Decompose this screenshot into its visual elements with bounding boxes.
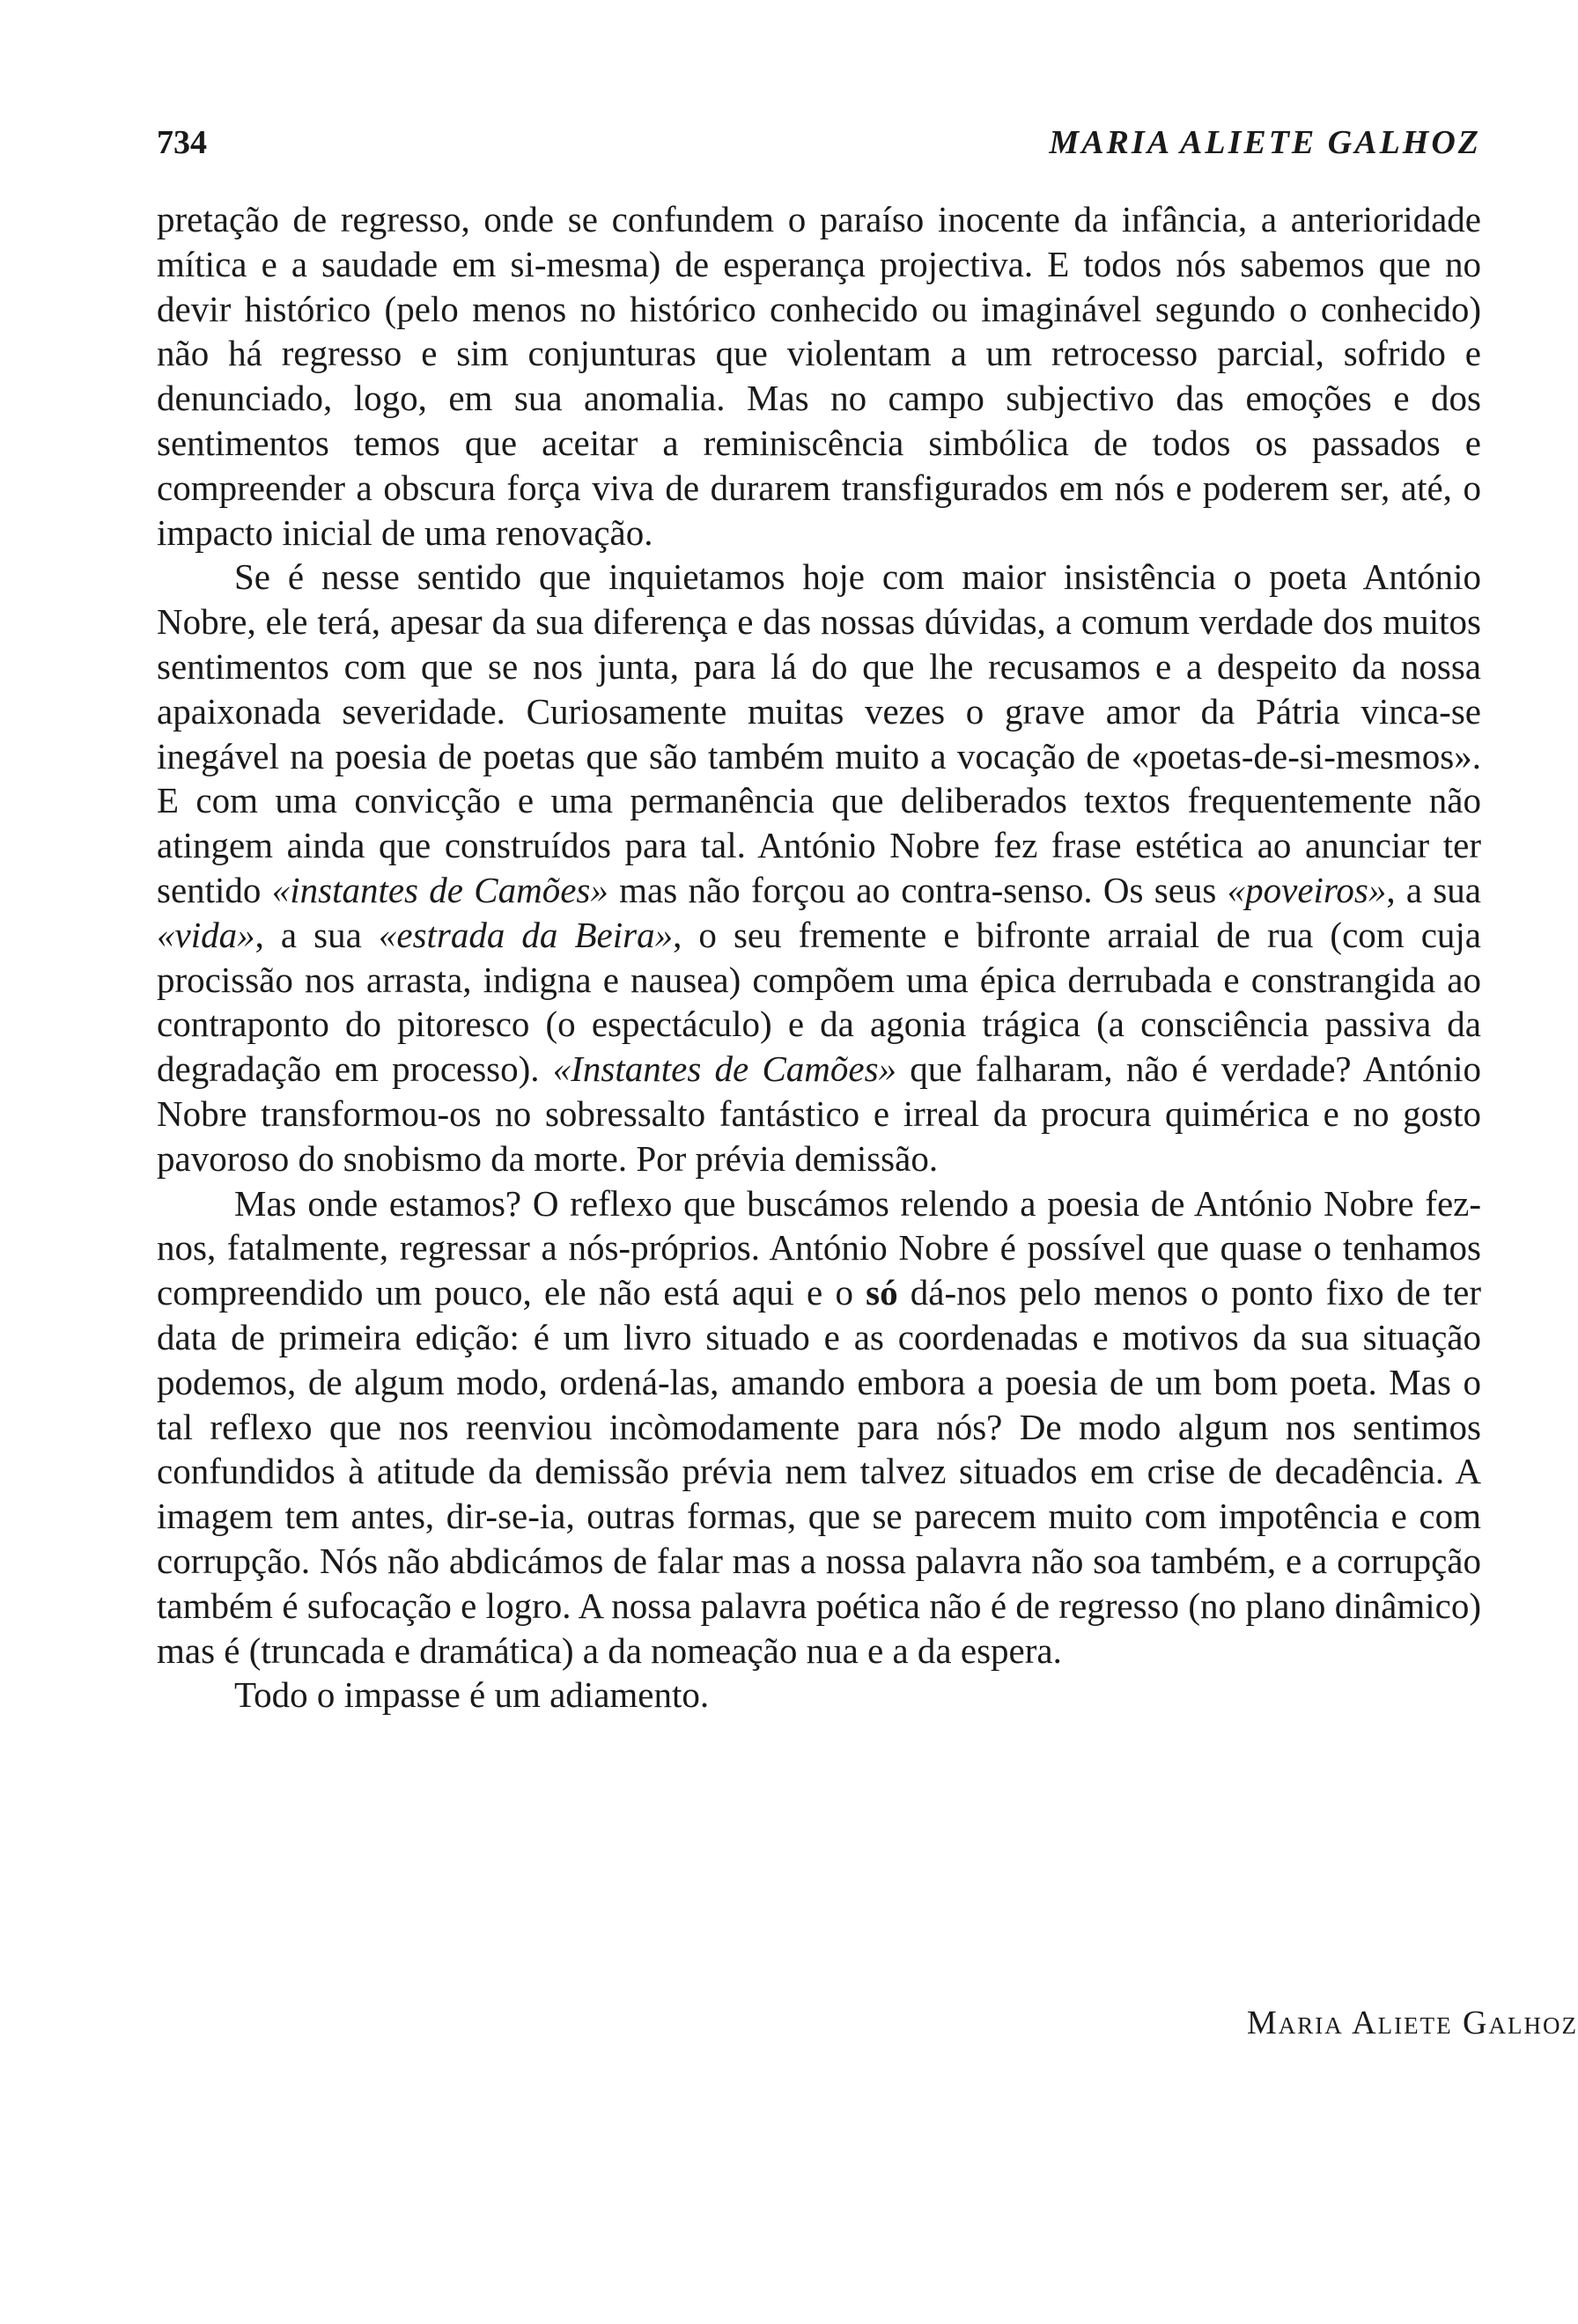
text-run: dá-nos pelo menos o ponto fixo de ter data de primeira edição: é um livro situado e as coordenadas e motivos da sua situação podemos, de algum modo, ordená-las, amando embora a poesia de um bom poeta. Mas o tal reflexo que nos reenviou incòmodamente para nós? De modo algum nos sentimos confundidos à atitude da demissão prévia nem talvez situados em crise de decadência. A imagem tem antes, dir-se-ia, outras formas, que se parecem muito com impotência e com corrupção. Nós não abdicámos de falar mas a nossa palavra não soa também, e a corrupção também é sufocação e logro. A nossa palavra poética não é de regresso (no plano dinâmico) mas é (truncada e dramática) a da nomeação nua e a da espera.: [157, 1272, 1481, 1671]
italic-title-text: «Instantes de Camões»: [552, 1048, 897, 1090]
paragraph-p4: [157, 1673, 1481, 1717]
text-run: mas não forçou ao contra-senso. Os seus: [608, 869, 1228, 910]
text-run: pretação de regresso, onde se confundem o paraíso inocente da infância, a anterioridade mítica e a saudade em si-mesma) de esperança projectiva. E todos nós sabemos que no devir histórico (pelo menos no histórico conhecido ou imaginável segundo o conhecido) não há regresso e sim conjunturas que violentam a um retrocesso parcial, sofrido e denunciado, logo, em sua anomalia. Mas no campo subjectivo das emoções e dos sentimentos temos que aceitar a reminiscência simbólica de todos os passados e compreender a obscura força viva de durarem transfigurados em nós e poderem ser, até, o impacto inicial de uma renovação.: [157, 199, 1481, 553]
italic-title-text: «instantes de Camões»: [271, 869, 608, 910]
running-title: MARIA ALIETE GALHOZ: [1049, 124, 1481, 161]
author-signature: Maria Aliete Galhoz: [1246, 2004, 1578, 2041]
text-run: Se é nesse sentido que inquietamos hoje com maior insistência o poeta António Nobre, ele terá, apesar da sua diferença e das nossas dúvidas, a comum verdade dos muitos sentimentos com que se nos junta, para lá do que lhe recusamos e a despeito da nossa apaixonada severidade. Curiosamente muitas vezes o grave amor da Pátria vinca-se inegável na poesia de poetas que são também muito a vocação de «poetas-de-si-mesmos». E com uma convicção e uma permanência que deliberados textos frequentemente não atingem ainda que construídos para tal. António Nobre fez frase estética ao anunciar ter sentido: [157, 556, 1481, 910]
text-run: que falharam, não é verdade? António Nobre transformou-os no sobressalto fantástico e irreal da procura quimérica e no gosto pavoroso do snobismo da morte. Por prévia demissão.: [157, 1048, 1481, 1179]
text-run: , o seu fremente e bifronte arraial de rua (com cuja procissão nos arrasta, indigna e nausea) compõem uma épica derrubada e constrangida ao contraponto do pitoresco (o espectáculo) e da agonia trágica (a consciência passiva da degradação em processo).: [157, 914, 1481, 1090]
paragraph-p3: [157, 1181, 1481, 1673]
bold-emphasis-text: só: [866, 1272, 898, 1313]
paragraph-p1: [157, 197, 1481, 555]
italic-title-text: «vida»: [157, 914, 255, 955]
page-number: 734: [157, 124, 207, 161]
book-page: [157, 123, 1481, 1717]
paragraph-p2: [157, 555, 1481, 1180]
text-run: , a sua: [254, 914, 379, 955]
article-body: [157, 197, 1481, 1717]
running-head: [157, 123, 1481, 173]
italic-title-text: «poveiros»: [1227, 869, 1387, 910]
text-run: Todo o impasse é um adiamento.: [234, 1674, 710, 1716]
italic-title-text: «estrada da Beira»: [378, 914, 674, 955]
text-run: , a sua: [1386, 869, 1481, 910]
text-run: Mas onde estamos? O reflexo que buscámos relendo a poesia de António Nobre fez-nos, fatalmente, regressar a nós-próprios. António Nobre é possível que quase o tenhamos compreendido um pouco, ele não está aqui e o: [157, 1182, 1481, 1313]
